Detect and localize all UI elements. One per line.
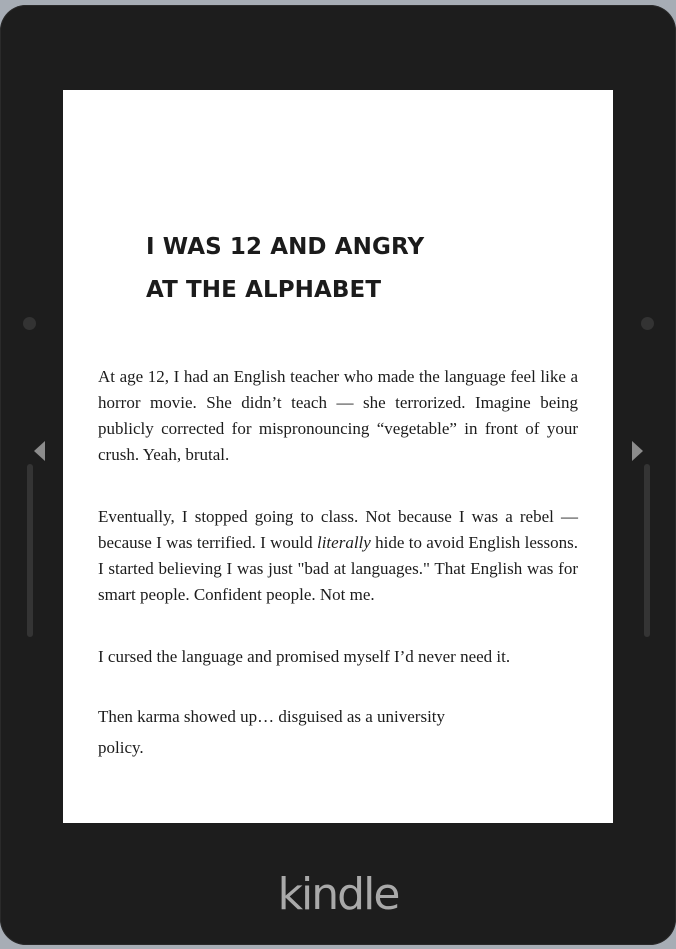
paragraph-2-start: Eventually, I stopped going to class. Not because I was a rebel — because I was terrified. I would: [98, 507, 578, 552]
right-sensor-dot: [641, 317, 654, 330]
kindle-device: [0, 5, 676, 945]
paragraph-4-line-1: Then karma showed up… disguised as a university: [98, 707, 446, 726]
left-page-turn-rail[interactable]: [27, 464, 33, 637]
paragraph-4: [98, 701, 578, 763]
kindle-logo: kindle: [277, 869, 399, 920]
paragraph-2-end: hide to avoid English lessons. I started believing I was just "bad at languages." That English was for smart people. Confident people. Not me.: [98, 533, 578, 604]
book-body-text: [98, 364, 578, 763]
chapter-title: [146, 226, 566, 312]
paragraph-3: I cursed the language and promised myself I’d never need it.: [98, 647, 511, 666]
right-page-turn-rail[interactable]: [644, 464, 650, 637]
paragraph-1: At age 12, I had an English teacher who made the language feel like a horror movie. She didn’t teach — she terrorized. Imagine being publicly corrected for mispronouncing “vegetable” in front of your crush. Yeah, brutal.: [98, 367, 578, 464]
chapter-title-line: AT THE ALPHABET: [146, 277, 382, 303]
left-sensor-dot: [23, 317, 36, 330]
reading-screen[interactable]: [63, 90, 613, 823]
prev-page-arrow-icon[interactable]: [34, 441, 45, 461]
chapter-title-line: I WAS 12 AND ANGRY: [146, 234, 425, 260]
paragraph-2: [98, 504, 578, 608]
next-page-arrow-icon[interactable]: [632, 441, 643, 461]
paragraph-4-line-2: policy.: [98, 738, 144, 757]
emphasized-word: literally: [316, 533, 371, 552]
